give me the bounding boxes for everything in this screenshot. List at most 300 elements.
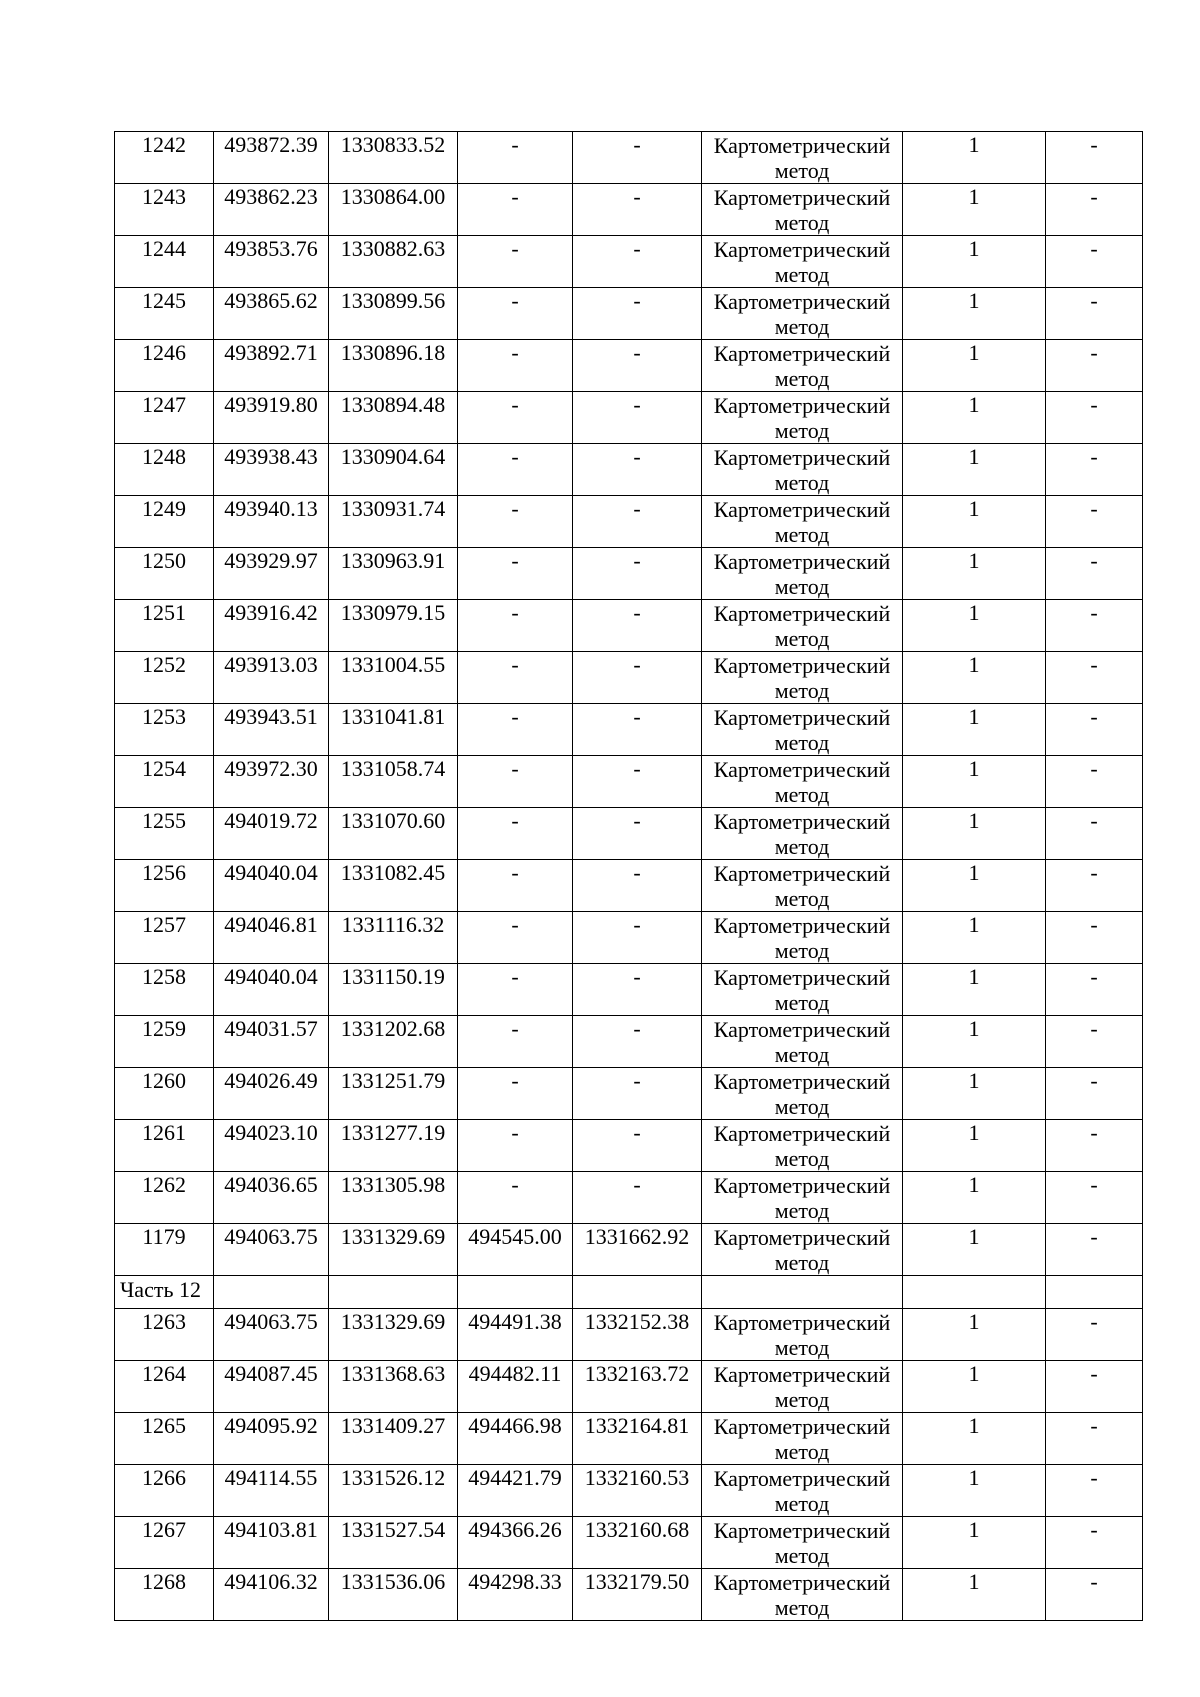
x-coordinate-cell-text: 493916.42 (224, 600, 318, 625)
note-cell-text: - (1090, 1172, 1098, 1197)
y-prev-coordinate-cell (573, 1465, 702, 1517)
accuracy-cell (903, 1309, 1046, 1361)
note-cell-text: - (1090, 1413, 1098, 1438)
point-number-cell-text: 1262 (142, 1172, 186, 1197)
y-prev-coordinate-cell (573, 548, 702, 600)
table-row (115, 288, 1143, 340)
method-cell-text: Картометрический метод (713, 549, 891, 599)
note-cell-text: - (1090, 600, 1098, 625)
y-prev-coordinate-cell (573, 444, 702, 496)
point-number-cell (115, 1224, 214, 1276)
note-cell (1046, 704, 1143, 756)
x-prev-coordinate-cell (458, 704, 573, 756)
y-coordinate-cell-text: 1331041.81 (340, 704, 446, 729)
table-row (115, 600, 1143, 652)
x-prev-coordinate-cell-text: - (511, 1120, 519, 1145)
note-cell-text: - (1090, 1569, 1098, 1594)
x-coordinate-cell (214, 704, 329, 756)
y-coordinate-cell (329, 1465, 458, 1517)
x-coordinate-cell (214, 236, 329, 288)
y-prev-coordinate-cell (573, 1016, 702, 1068)
accuracy-cell-text: 1 (968, 288, 980, 313)
y-coordinate-cell (329, 1569, 458, 1621)
method-cell (702, 1224, 903, 1276)
empty-cell (329, 1276, 458, 1309)
y-prev-coordinate-cell (573, 184, 702, 236)
x-prev-coordinate-cell (458, 288, 573, 340)
x-prev-coordinate-cell (458, 600, 573, 652)
method-cell-text: Картометрический метод (713, 237, 891, 287)
y-prev-coordinate-cell (573, 652, 702, 704)
point-number-cell-text: 1249 (142, 496, 186, 521)
empty-cell (573, 1276, 702, 1309)
y-prev-coordinate-cell (573, 288, 702, 340)
y-prev-coordinate-cell-text: - (633, 1068, 641, 1093)
point-number-cell (115, 1016, 214, 1068)
x-prev-coordinate-cell-text: - (511, 288, 519, 313)
point-number-cell (115, 288, 214, 340)
x-coordinate-cell-text: 494106.32 (224, 1569, 318, 1594)
x-coordinate-cell-text: 494023.10 (224, 1120, 318, 1145)
method-cell-text: Картометрический метод (713, 705, 891, 755)
point-number-cell (115, 340, 214, 392)
x-coordinate-cell (214, 912, 329, 964)
point-number-cell (115, 1517, 214, 1569)
accuracy-cell-text: 1 (968, 496, 980, 521)
point-number-cell (115, 444, 214, 496)
accuracy-cell (903, 964, 1046, 1016)
accuracy-cell-text: 1 (968, 132, 980, 157)
y-prev-coordinate-cell-text: 1332163.72 (584, 1361, 690, 1386)
method-cell (702, 1172, 903, 1224)
point-number-cell-text: 1254 (142, 756, 186, 781)
method-cell (702, 1068, 903, 1120)
y-coordinate-cell-text: 1330882.63 (340, 236, 446, 261)
coordinates-table (114, 131, 1143, 1621)
note-cell (1046, 1465, 1143, 1517)
accuracy-cell-text: 1 (968, 756, 980, 781)
y-coordinate-cell-text: 1331409.27 (340, 1413, 446, 1438)
point-number-cell (115, 704, 214, 756)
x-prev-coordinate-cell (458, 1465, 573, 1517)
accuracy-cell (903, 808, 1046, 860)
table-row (115, 1413, 1143, 1465)
x-prev-coordinate-cell (458, 964, 573, 1016)
y-prev-coordinate-cell (573, 132, 702, 184)
y-coordinate-cell (329, 912, 458, 964)
accuracy-cell (903, 1172, 1046, 1224)
method-cell-text: Картометрический метод (713, 133, 891, 183)
method-cell-text: Картометрический метод (713, 1225, 891, 1275)
method-cell-text: Картометрический метод (713, 1466, 891, 1516)
x-coordinate-cell-text: 493919.80 (224, 392, 318, 417)
point-number-cell (115, 1309, 214, 1361)
method-cell (702, 444, 903, 496)
table-row (115, 1068, 1143, 1120)
accuracy-cell-text: 1 (968, 1569, 980, 1594)
x-coordinate-cell-text: 493862.23 (224, 184, 318, 209)
note-cell-text: - (1090, 1224, 1098, 1249)
y-coordinate-cell (329, 444, 458, 496)
method-cell-text: Картометрический метод (713, 1017, 891, 1067)
x-prev-coordinate-cell (458, 1120, 573, 1172)
y-coordinate-cell-text: 1331329.69 (340, 1224, 446, 1249)
accuracy-cell (903, 704, 1046, 756)
x-coordinate-cell (214, 756, 329, 808)
x-coordinate-cell (214, 496, 329, 548)
point-number-cell (115, 912, 214, 964)
table-row (115, 652, 1143, 704)
y-coordinate-cell (329, 1068, 458, 1120)
y-coordinate-cell-text: 1331277.19 (340, 1120, 446, 1145)
point-number-cell-text: 1256 (142, 860, 186, 885)
method-cell-text: Картометрический метод (713, 653, 891, 703)
table-row (115, 184, 1143, 236)
method-cell (702, 1413, 903, 1465)
table-row (115, 912, 1143, 964)
y-prev-coordinate-cell (573, 1120, 702, 1172)
x-coordinate-cell (214, 1309, 329, 1361)
x-prev-coordinate-cell (458, 1569, 573, 1621)
method-cell-text: Картометрический метод (713, 393, 891, 443)
y-coordinate-cell (329, 236, 458, 288)
method-cell (702, 600, 903, 652)
y-prev-coordinate-cell-text: - (633, 496, 641, 521)
note-cell-text: - (1090, 288, 1098, 313)
table-row (115, 548, 1143, 600)
accuracy-cell-text: 1 (968, 1120, 980, 1145)
x-coordinate-cell (214, 860, 329, 912)
y-prev-coordinate-cell-text: - (633, 704, 641, 729)
x-prev-coordinate-cell (458, 444, 573, 496)
y-coordinate-cell (329, 964, 458, 1016)
note-cell (1046, 548, 1143, 600)
point-number-cell (115, 392, 214, 444)
method-cell-text: Картометрический метод (713, 341, 891, 391)
y-coordinate-cell-text: 1331251.79 (340, 1068, 446, 1093)
x-coordinate-cell-text: 493853.76 (224, 236, 318, 261)
accuracy-cell-text: 1 (968, 1172, 980, 1197)
x-prev-coordinate-cell-text: - (511, 340, 519, 365)
y-prev-coordinate-cell-text: - (633, 340, 641, 365)
table-row (115, 964, 1143, 1016)
point-number-cell-text: 1246 (142, 340, 186, 365)
method-cell-text: Картометрический метод (713, 601, 891, 651)
y-coordinate-cell-text: 1331058.74 (340, 756, 446, 781)
accuracy-cell (903, 652, 1046, 704)
y-prev-coordinate-cell (573, 1569, 702, 1621)
point-number-cell-text: 1263 (142, 1309, 186, 1334)
point-number-cell (115, 860, 214, 912)
method-cell (702, 912, 903, 964)
accuracy-cell-text: 1 (968, 1517, 980, 1542)
accuracy-cell (903, 1068, 1046, 1120)
method-cell-text: Картометрический метод (713, 445, 891, 495)
x-coordinate-cell (214, 1413, 329, 1465)
y-prev-coordinate-cell (573, 496, 702, 548)
point-number-cell (115, 1569, 214, 1621)
method-cell-text: Картометрический метод (713, 1414, 891, 1464)
accuracy-cell-text: 1 (968, 808, 980, 833)
accuracy-cell (903, 236, 1046, 288)
y-prev-coordinate-cell-text: 1332160.68 (584, 1517, 690, 1542)
note-cell (1046, 1120, 1143, 1172)
y-prev-coordinate-cell-text: - (633, 964, 641, 989)
x-coordinate-cell-text: 494087.45 (224, 1361, 318, 1386)
table-row (115, 392, 1143, 444)
x-coordinate-cell (214, 1016, 329, 1068)
note-cell (1046, 132, 1143, 184)
point-number-cell (115, 964, 214, 1016)
x-coordinate-cell-text: 493938.43 (224, 444, 318, 469)
note-cell-text: - (1090, 392, 1098, 417)
method-cell (702, 964, 903, 1016)
accuracy-cell-text: 1 (968, 1413, 980, 1438)
note-cell (1046, 1413, 1143, 1465)
x-prev-coordinate-cell-text: - (511, 652, 519, 677)
y-coordinate-cell (329, 340, 458, 392)
point-number-cell (115, 1172, 214, 1224)
point-number-cell-text: 1244 (142, 236, 186, 261)
method-cell (702, 1569, 903, 1621)
accuracy-cell (903, 340, 1046, 392)
note-cell (1046, 184, 1143, 236)
method-cell (702, 392, 903, 444)
method-cell (702, 1465, 903, 1517)
x-coordinate-cell (214, 1517, 329, 1569)
y-coordinate-cell (329, 1361, 458, 1413)
note-cell-text: - (1090, 1068, 1098, 1093)
x-coordinate-cell-text: 494063.75 (224, 1309, 318, 1334)
y-prev-coordinate-cell (573, 600, 702, 652)
note-cell (1046, 652, 1143, 704)
accuracy-cell (903, 392, 1046, 444)
note-cell-text: - (1090, 704, 1098, 729)
accuracy-cell-text: 1 (968, 1016, 980, 1041)
x-prev-coordinate-cell (458, 184, 573, 236)
y-coordinate-cell-text: 1330963.91 (340, 548, 446, 573)
method-cell-text: Картометрический метод (713, 1310, 891, 1360)
y-coordinate-cell-text: 1331202.68 (340, 1016, 446, 1041)
y-coordinate-cell-text: 1330899.56 (340, 288, 446, 313)
empty-cell (214, 1276, 329, 1309)
x-coordinate-cell (214, 1224, 329, 1276)
empty-cell (1046, 1276, 1143, 1309)
x-coordinate-cell-text: 494040.04 (224, 964, 318, 989)
table-row (115, 1569, 1143, 1621)
x-prev-coordinate-cell-text: - (511, 860, 519, 885)
method-cell (702, 704, 903, 756)
note-cell (1046, 912, 1143, 964)
y-prev-coordinate-cell-text: 1332160.53 (584, 1465, 690, 1490)
x-coordinate-cell (214, 1120, 329, 1172)
y-coordinate-cell-text: 1331536.06 (340, 1569, 446, 1594)
x-prev-coordinate-cell-text: 494466.98 (468, 1413, 562, 1438)
point-number-cell-text: 1243 (142, 184, 186, 209)
x-prev-coordinate-cell (458, 808, 573, 860)
x-coordinate-cell (214, 184, 329, 236)
method-cell-text: Картометрический метод (713, 1173, 891, 1223)
x-coordinate-cell (214, 1569, 329, 1621)
point-number-cell-text: 1264 (142, 1361, 186, 1386)
method-cell (702, 652, 903, 704)
y-coordinate-cell-text: 1330833.52 (340, 132, 446, 157)
accuracy-cell (903, 184, 1046, 236)
x-prev-coordinate-cell (458, 1016, 573, 1068)
method-cell (702, 548, 903, 600)
accuracy-cell-text: 1 (968, 236, 980, 261)
y-coordinate-cell (329, 288, 458, 340)
x-coordinate-cell (214, 340, 329, 392)
table-row (115, 1465, 1143, 1517)
accuracy-cell-text: 1 (968, 548, 980, 573)
x-prev-coordinate-cell-text: - (511, 1172, 519, 1197)
y-prev-coordinate-cell (573, 1413, 702, 1465)
y-coordinate-cell (329, 184, 458, 236)
x-prev-coordinate-cell (458, 496, 573, 548)
accuracy-cell (903, 1016, 1046, 1068)
accuracy-cell (903, 1224, 1046, 1276)
accuracy-cell-text: 1 (968, 184, 980, 209)
accuracy-cell-text: 1 (968, 704, 980, 729)
y-prev-coordinate-cell-text: 1332152.38 (584, 1309, 690, 1334)
x-coordinate-cell-text: 493972.30 (224, 756, 318, 781)
point-number-cell (115, 756, 214, 808)
table-body-part-b (115, 1309, 1143, 1621)
y-prev-coordinate-cell-text: - (633, 444, 641, 469)
table-row (115, 1517, 1143, 1569)
table-row (115, 1224, 1143, 1276)
note-cell (1046, 860, 1143, 912)
x-prev-coordinate-cell (458, 1309, 573, 1361)
y-prev-coordinate-cell-text: - (633, 860, 641, 885)
x-prev-coordinate-cell-text: 494545.00 (468, 1224, 562, 1249)
x-prev-coordinate-cell (458, 1413, 573, 1465)
y-prev-coordinate-cell-text: - (633, 808, 641, 833)
note-cell-text: - (1090, 1465, 1098, 1490)
x-prev-coordinate-cell-text: - (511, 184, 519, 209)
y-coordinate-cell-text: 1331527.54 (340, 1517, 446, 1542)
accuracy-cell (903, 132, 1046, 184)
y-prev-coordinate-cell (573, 392, 702, 444)
method-cell-text: Картометрический метод (713, 289, 891, 339)
table-row (115, 496, 1143, 548)
x-coordinate-cell-text: 494040.04 (224, 860, 318, 885)
x-prev-coordinate-cell (458, 1068, 573, 1120)
note-cell (1046, 1172, 1143, 1224)
point-number-cell-text: 1260 (142, 1068, 186, 1093)
x-prev-coordinate-cell (458, 1517, 573, 1569)
point-number-cell-text: 1255 (142, 808, 186, 833)
point-number-cell-text: 1179 (142, 1224, 186, 1249)
point-number-cell-text: 1268 (142, 1569, 186, 1594)
y-coordinate-cell-text: 1330896.18 (340, 340, 446, 365)
y-coordinate-cell-text: 1331070.60 (340, 808, 446, 833)
note-cell-text: - (1090, 1309, 1098, 1334)
x-coordinate-cell (214, 600, 329, 652)
method-cell (702, 1361, 903, 1413)
empty-cell (903, 1276, 1046, 1309)
x-prev-coordinate-cell-text: - (511, 808, 519, 833)
table-row (115, 704, 1143, 756)
method-cell-text: Картометрический метод (713, 757, 891, 807)
accuracy-cell-text: 1 (968, 340, 980, 365)
accuracy-cell-text: 1 (968, 392, 980, 417)
x-coordinate-cell (214, 652, 329, 704)
method-cell (702, 860, 903, 912)
table-row (115, 340, 1143, 392)
y-coordinate-cell-text: 1331082.45 (340, 860, 446, 885)
note-cell-text: - (1090, 1016, 1098, 1041)
accuracy-cell-text: 1 (968, 1361, 980, 1386)
method-cell (702, 756, 903, 808)
x-prev-coordinate-cell-text: 494298.33 (468, 1569, 562, 1594)
accuracy-cell (903, 1517, 1046, 1569)
method-cell-text: Картометрический метод (713, 1362, 891, 1412)
table-row (115, 132, 1143, 184)
table-row (115, 808, 1143, 860)
accuracy-cell (903, 1465, 1046, 1517)
note-cell-text: - (1090, 1120, 1098, 1145)
y-coordinate-cell-text: 1331305.98 (340, 1172, 446, 1197)
point-number-cell (115, 1361, 214, 1413)
note-cell (1046, 236, 1143, 288)
note-cell (1046, 808, 1143, 860)
x-coordinate-cell (214, 964, 329, 1016)
method-cell (702, 340, 903, 392)
x-prev-coordinate-cell (458, 132, 573, 184)
point-number-cell (115, 652, 214, 704)
y-prev-coordinate-cell-text: 1332164.81 (584, 1413, 690, 1438)
x-coordinate-cell-text: 494095.92 (224, 1413, 318, 1438)
x-coordinate-cell-text: 493892.71 (224, 340, 318, 365)
point-number-cell (115, 1120, 214, 1172)
note-cell-text: - (1090, 652, 1098, 677)
method-cell-text: Картометрический метод (713, 913, 891, 963)
accuracy-cell-text: 1 (968, 964, 980, 989)
y-coordinate-cell-text: 1331116.32 (341, 912, 445, 937)
y-prev-coordinate-cell-text: - (633, 652, 641, 677)
y-prev-coordinate-cell-text: - (633, 132, 641, 157)
x-prev-coordinate-cell-text: - (511, 756, 519, 781)
point-number-cell-text: 1261 (142, 1120, 186, 1145)
y-prev-coordinate-cell-text: - (633, 236, 641, 261)
y-prev-coordinate-cell (573, 1172, 702, 1224)
x-prev-coordinate-cell-text: - (511, 964, 519, 989)
point-number-cell (115, 184, 214, 236)
accuracy-cell (903, 496, 1046, 548)
method-cell (702, 132, 903, 184)
method-cell (702, 1517, 903, 1569)
x-coordinate-cell-text: 494046.81 (224, 912, 318, 937)
y-coordinate-cell (329, 860, 458, 912)
y-coordinate-cell (329, 756, 458, 808)
y-prev-coordinate-cell-text: - (633, 1016, 641, 1041)
x-prev-coordinate-cell (458, 392, 573, 444)
y-prev-coordinate-cell-text: 1331662.92 (584, 1224, 690, 1249)
method-cell (702, 808, 903, 860)
note-cell-text: - (1090, 912, 1098, 937)
note-cell-text: - (1090, 184, 1098, 209)
x-prev-coordinate-cell (458, 912, 573, 964)
y-prev-coordinate-cell-text: 1332179.50 (584, 1569, 690, 1594)
x-coordinate-cell (214, 1361, 329, 1413)
point-number-cell (115, 236, 214, 288)
note-cell (1046, 444, 1143, 496)
note-cell (1046, 340, 1143, 392)
table-row (115, 1309, 1143, 1361)
empty-cell (702, 1276, 903, 1309)
